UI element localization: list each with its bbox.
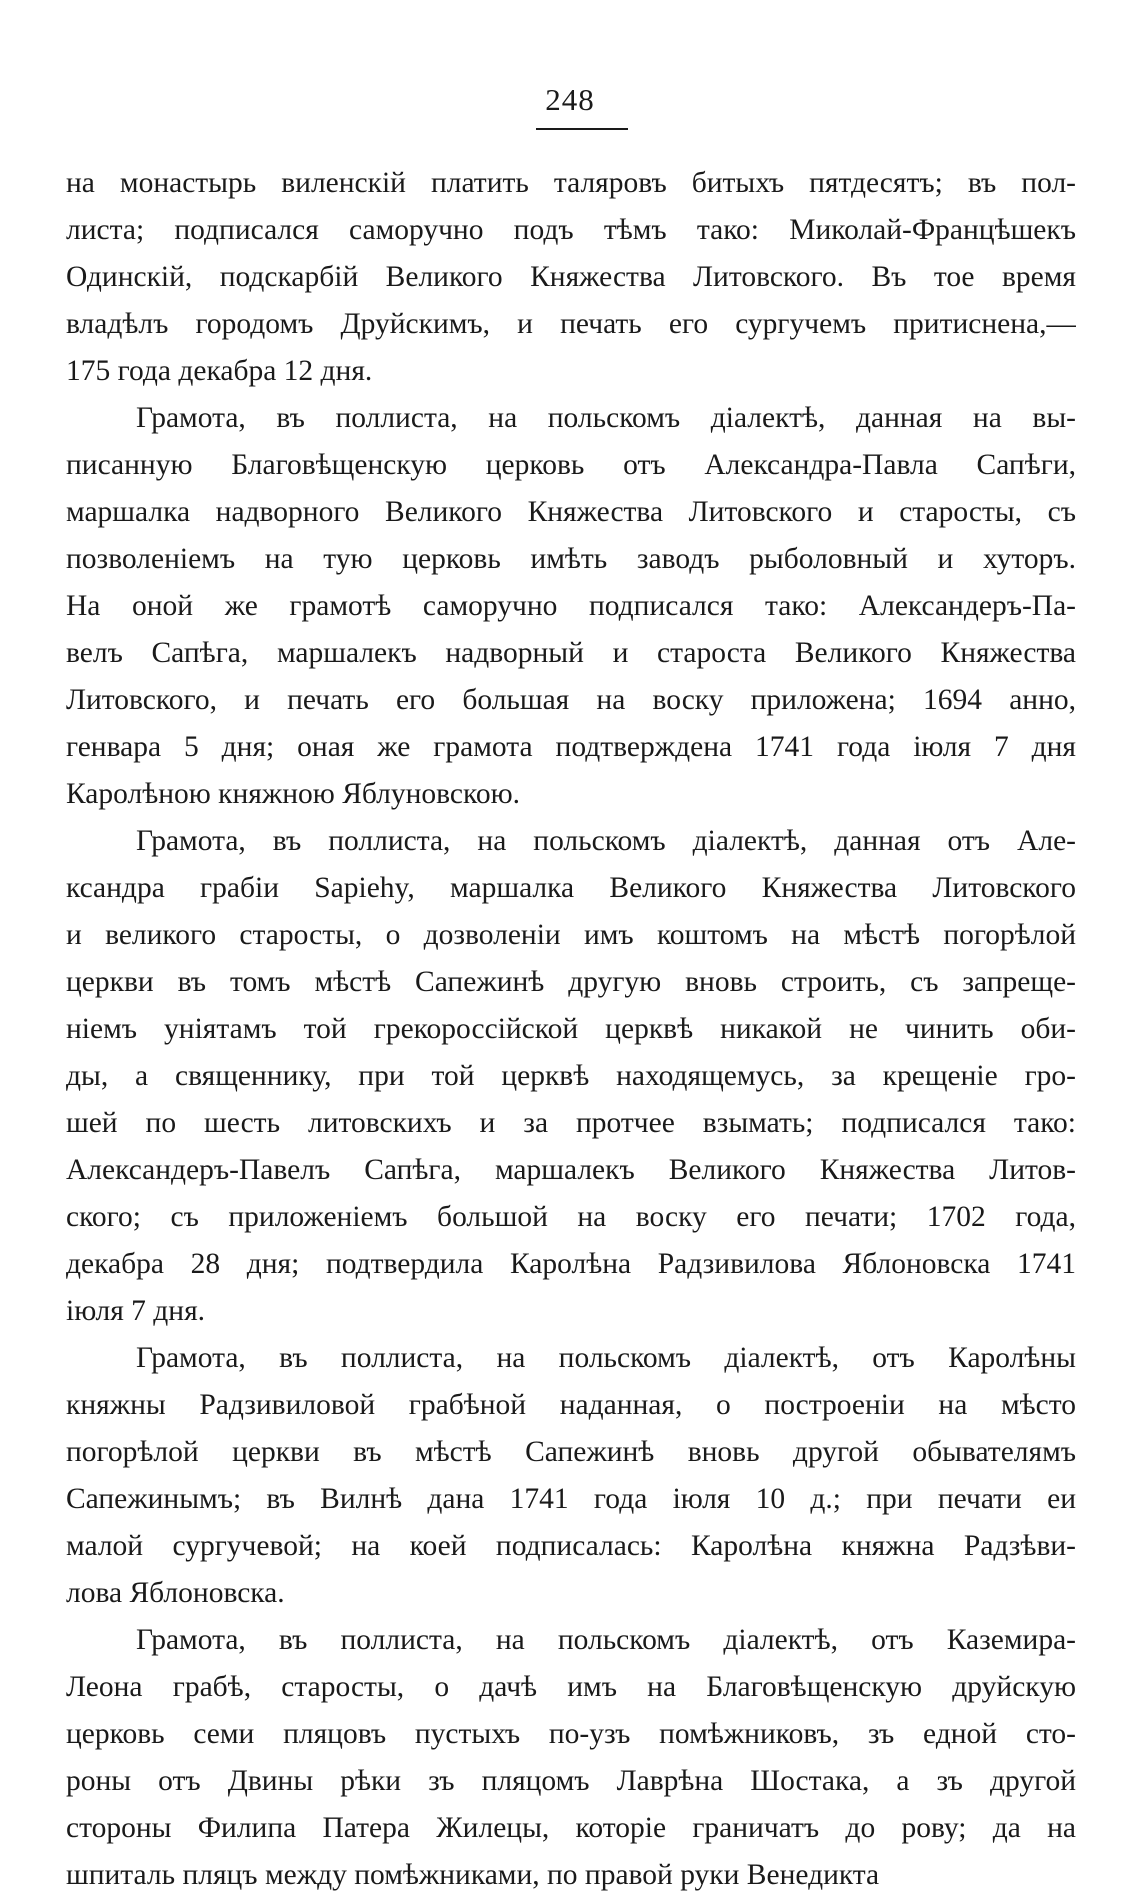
text-line: Грамота, въ поллиста, на польскомъ діалектѣ, отъ Каземира-	[136, 1624, 1076, 1656]
text-line: малой сургучевой; на коей подписалась: Каролѣна княжна Радзѣви-	[66, 1530, 1076, 1562]
text-line: шпиталь пляцъ между помѣжниками, по правой руки Венедикта	[66, 1859, 880, 1891]
text-line: ніемъ уніятамъ той грекороссійской церквѣ никакой не чинить оби-	[66, 1013, 1076, 1045]
text-line: Грамота, въ поллиста, на польскомъ діалектѣ, данная на вы-	[136, 402, 1076, 434]
text-line: стороны Филипа Патера Жилецы, которіе граничатъ до рову; да на	[66, 1812, 1076, 1844]
page-number: 248	[545, 82, 595, 117]
text-line: Леона грабѣ, старосты, о дачѣ имъ на Благовѣщенскую друйскую	[66, 1671, 1076, 1703]
text-line: Сапежинымъ; въ Вилнѣ дана 1741 года іюля 10 д.; при печати еи	[66, 1483, 1076, 1515]
text-line: Каролѣною княжною Яблуновскою.	[66, 778, 521, 810]
text-line: На оной же грамотѣ саморучно подписался тако: Александеръ-Па-	[66, 590, 1076, 622]
text-line: маршалка надворного Великого Княжества Литовского и старосты, съ	[66, 496, 1076, 528]
text-line: Грамота, въ поллиста, на польскомъ діалектѣ, отъ Каролѣны	[136, 1342, 1076, 1374]
text-line: іюля 7 дня.	[66, 1295, 206, 1327]
text-line: Грамота, въ поллиста, на польскомъ діалектѣ, данная отъ Але-	[136, 825, 1076, 857]
text-line: владѣлъ городомъ Друйскимъ, и печать его сургучемъ притиснена,—	[66, 308, 1076, 340]
text-line: шей по шесть литовскихъ и за протчее взымать; подписался тако:	[66, 1107, 1076, 1139]
text-line: на монастырь виленскій платить таляровъ битыхъ пятдесятъ; въ пол-	[66, 167, 1076, 199]
text-line: княжны Радзивиловой грабѣной наданная, о построеніи на мѣсто	[66, 1389, 1076, 1421]
paragraph	[66, 1617, 1076, 1899]
text-line: Литовского, и печать его большая на воску приложена; 1694 анно,	[66, 684, 1076, 716]
text-line: позволеніемъ на тую церковь имѣть заводъ рыболовный и хуторъ.	[66, 543, 1076, 575]
text-line: листа; подписался саморучно подъ тѣмъ тако: Миколай-Францѣшекъ	[66, 214, 1076, 246]
text-line: лова Яблоновска.	[66, 1577, 285, 1609]
text-line: писанную Благовѣщенскую церковь отъ Александра-Павла Сапѣги,	[66, 449, 1076, 481]
text-line: Одинскій, подскарбій Великого Княжества Литовского. Въ тое время	[66, 261, 1076, 293]
text-line: церкви въ томъ мѣстѣ Сапежинѣ другую вновь строить, съ запреще-	[66, 966, 1076, 998]
text-line: велъ Сапѣга, маршалекъ надворный и староста Великого Княжества	[66, 637, 1076, 669]
text-line: погорѣлой церкви въ мѣстѣ Сапежинѣ вновь другой обывателямъ	[66, 1436, 1076, 1468]
text-line: 175 года декабра 12 дня.	[66, 355, 373, 387]
text-line: Александеръ-Павелъ Сапѣга, маршалекъ Великого Княжества Литов-	[66, 1154, 1076, 1186]
paragraph	[66, 160, 1076, 395]
text-line: ского; съ приложеніемъ большой на воску его печати; 1702 года,	[66, 1201, 1076, 1233]
text-line: ксандра грабіи Sapieһy, маршалка Великого Княжества Литовского	[66, 872, 1076, 904]
text-line: церковь семи пляцовъ пустыхъ по-узъ помѣжниковъ, зъ едной сто-	[66, 1718, 1076, 1750]
body-text	[66, 160, 1076, 1899]
paragraph	[66, 1335, 1076, 1617]
page-number-underline	[536, 128, 628, 130]
text-line: генвара 5 дня; оная же грамота подтверждена 1741 года іюля 7 дня	[66, 731, 1076, 763]
paragraph	[66, 818, 1076, 1335]
paragraph	[66, 395, 1076, 818]
text-line: декабра 28 дня; подтвердила Каролѣна Радзивилова Яблоновска 1741	[66, 1248, 1076, 1280]
text-line: роны отъ Двины рѣки зъ пляцомъ Лаврѣна Шостака, а зъ другой	[66, 1765, 1076, 1797]
text-line: ды, а священнику, при той церквѣ находящемусь, за крещеніе гро-	[66, 1060, 1076, 1092]
text-line: и великого старосты, о дозволеніи имъ коштомъ на мѣстѣ погорѣлой	[66, 919, 1076, 951]
